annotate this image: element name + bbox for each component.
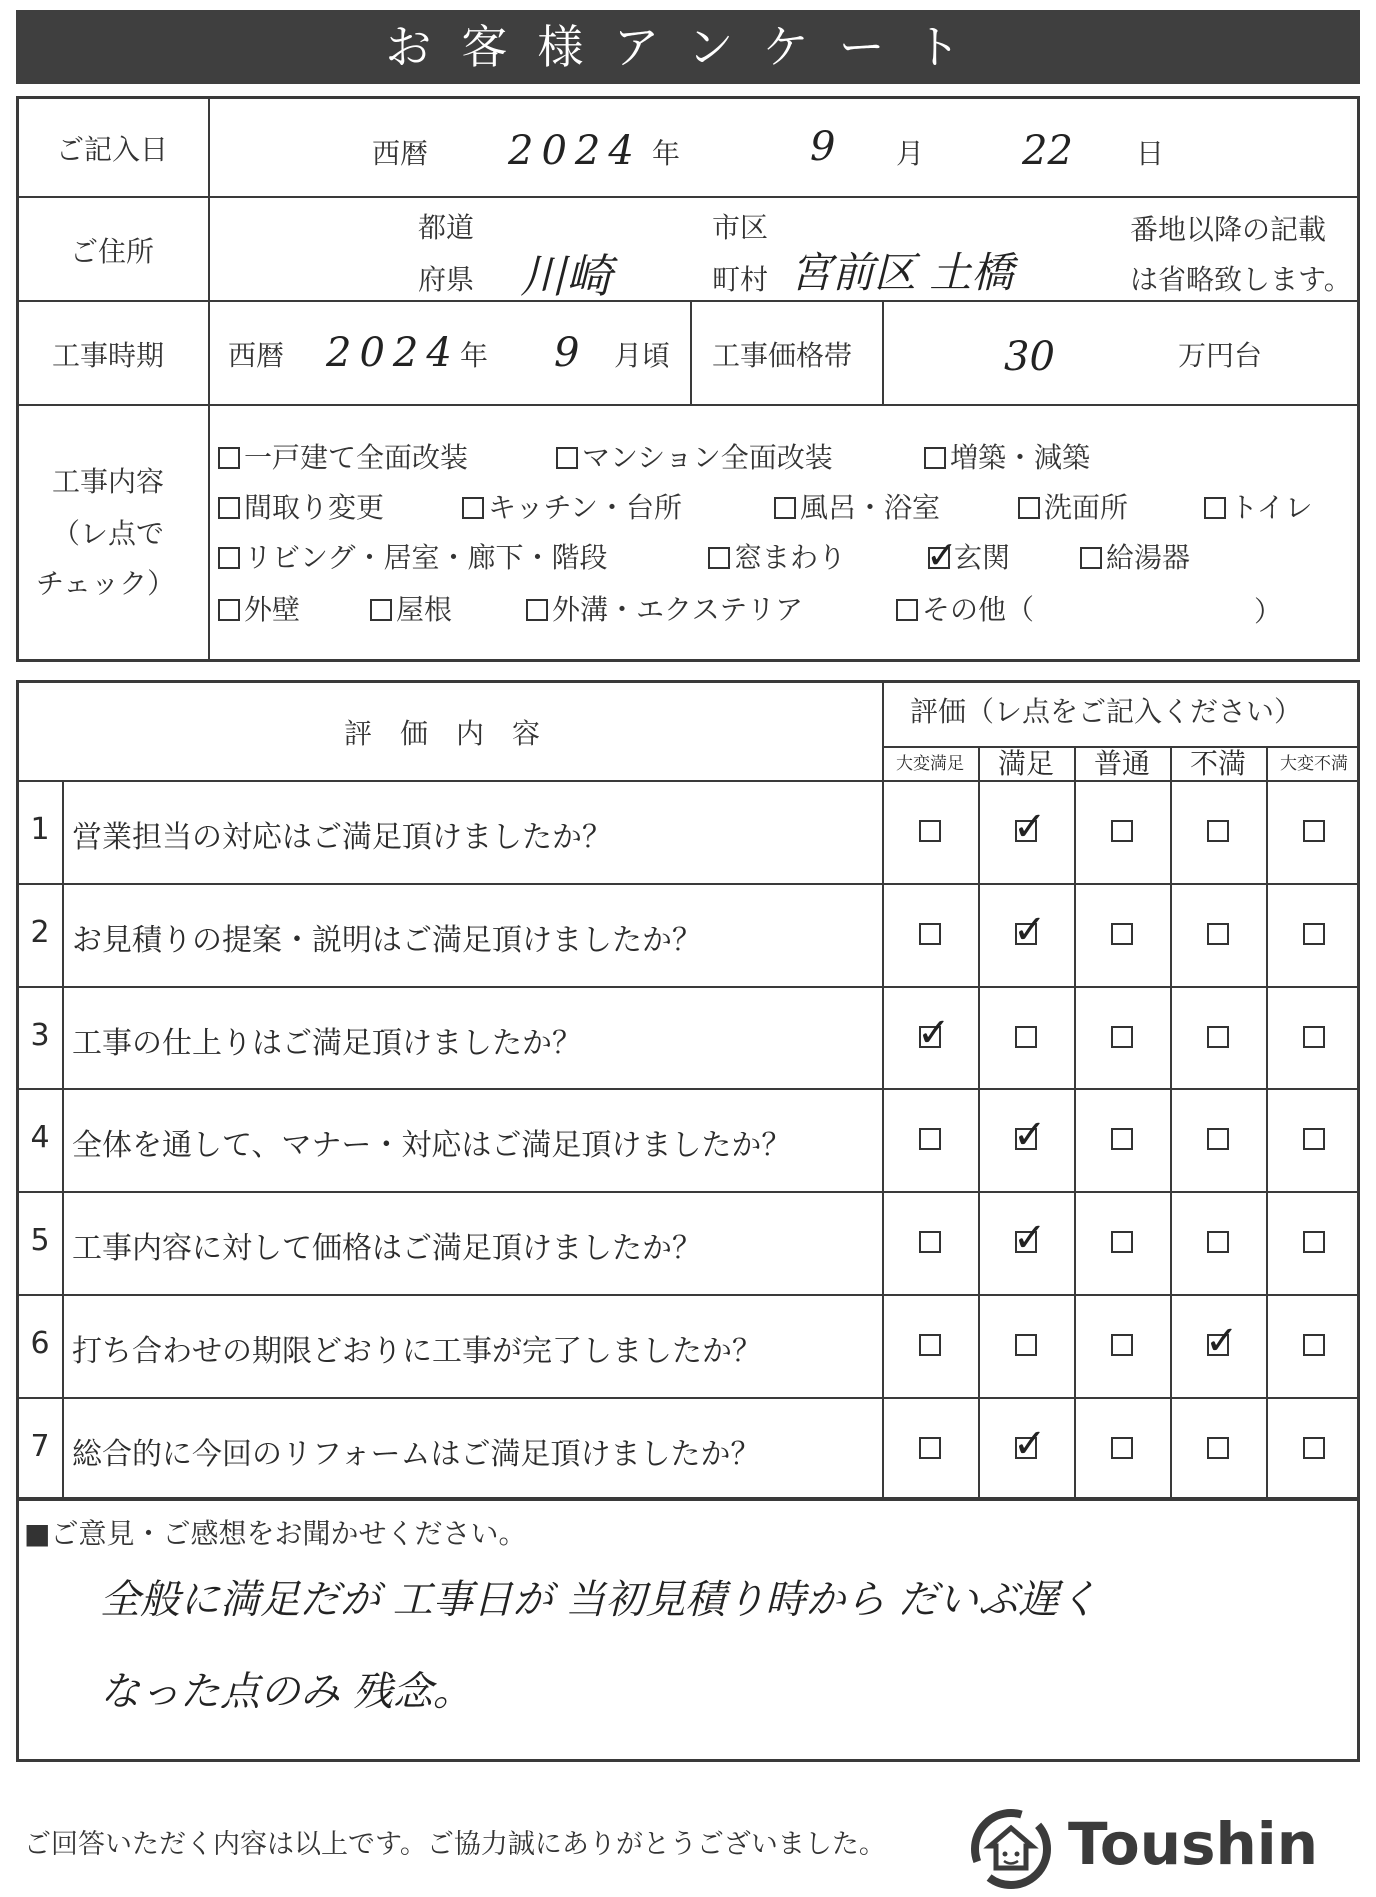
content-option-label: マンション全面改装 — [582, 441, 833, 474]
rating-checkbox[interactable] — [1013, 1112, 1047, 1159]
rating-checkbox[interactable] — [1111, 1128, 1133, 1150]
survey-title: お客様アンケート — [16, 10, 1360, 84]
address-label: ご住所 — [70, 235, 155, 268]
other-close-paren: ） — [1254, 595, 1283, 628]
toushin-logo-icon — [968, 1806, 1054, 1892]
comments-line2[interactable]: なった点のみ 残念。 — [100, 1669, 473, 1715]
content-option-label: 洗面所 — [1044, 491, 1129, 524]
comments-label: ■ご意見・ご感想をお聞かせください。 — [24, 1517, 527, 1550]
rating-checkbox[interactable] — [1303, 1128, 1325, 1150]
rating-checkbox[interactable] — [1111, 1231, 1133, 1253]
content-option-checkbox[interactable] — [924, 447, 946, 469]
check-mark-icon: ✓ — [917, 1009, 951, 1056]
rating-column-header: 大変満足 — [896, 754, 964, 774]
content-option[interactable] — [218, 536, 607, 576]
content-option-label: リビング・居室・廊下・階段 — [244, 541, 608, 574]
content-option[interactable] — [462, 486, 682, 526]
rating-checkbox[interactable] — [1303, 1026, 1325, 1048]
question-number: 6 — [30, 1326, 50, 1361]
address-note-line1: 番地以降の記載 — [1130, 213, 1327, 246]
rating-checkbox[interactable] — [919, 1334, 941, 1356]
content-option-label: 間取り変更 — [244, 491, 385, 524]
rating-checkbox[interactable] — [1207, 1231, 1229, 1253]
content-option-checkbox[interactable] — [218, 447, 240, 469]
period-era: 西暦 — [228, 339, 285, 372]
toushin-logo-text: Toushin — [1068, 1810, 1318, 1878]
question-number: 4 — [30, 1120, 50, 1156]
question-number: 2 — [30, 914, 50, 950]
content-option-checkbox[interactable] — [218, 497, 240, 519]
period-year-value[interactable]: 2024 — [326, 330, 460, 376]
period-year-unit: 年 — [460, 339, 489, 372]
rating-checkbox[interactable] — [919, 923, 941, 945]
content-option[interactable] — [1204, 486, 1313, 526]
content-option[interactable] — [556, 436, 833, 476]
content-option-checkbox[interactable] — [556, 447, 578, 469]
content-option[interactable] — [1080, 536, 1190, 576]
content-option-label: キッチン・台所 — [488, 491, 683, 524]
rating-checkbox[interactable] — [919, 1231, 941, 1253]
content-option[interactable] — [926, 533, 1011, 577]
content-option[interactable] — [896, 588, 1034, 628]
rating-checkbox[interactable] — [1303, 923, 1325, 945]
city-bottom-label: 町村 — [712, 263, 769, 296]
rating-column-header: 満足 — [997, 747, 1054, 780]
rating-checkbox[interactable] — [1015, 1334, 1037, 1356]
question-text: 工事の仕上りはご満足頂けましたか？ — [72, 1025, 582, 1061]
content-option-checkbox[interactable] — [370, 599, 392, 621]
rating-checkbox[interactable] — [1013, 1215, 1047, 1262]
content-option[interactable] — [218, 436, 468, 476]
rating-checkbox[interactable] — [1207, 923, 1229, 945]
rating-checkbox[interactable] — [919, 1128, 941, 1150]
footer-thanks: ご回答いただく内容は以上です。ご協力誠にありがとうございました。 — [24, 1829, 886, 1860]
content-option-checkbox[interactable] — [526, 599, 548, 621]
content-option[interactable] — [924, 436, 1090, 476]
city-value[interactable]: 宮前区 土橋 — [790, 248, 1014, 297]
rating-column-header: 不満 — [1189, 747, 1246, 780]
content-option[interactable] — [1018, 486, 1128, 526]
question-text: 総合的に今回のリフォームはご満足頂けましたか？ — [72, 1436, 761, 1472]
content-option-checkbox[interactable] — [462, 497, 484, 519]
content-label-line3: チェック） — [36, 567, 176, 600]
check-mark-icon: ✓ — [1013, 1112, 1047, 1159]
content-label-line1: 工事内容 — [52, 465, 165, 498]
rating-checkbox[interactable] — [1111, 1026, 1133, 1048]
rating-checkbox[interactable] — [1303, 1231, 1325, 1253]
date-day-unit: 日 — [1136, 137, 1165, 170]
content-option-label: 風呂・浴室 — [800, 491, 941, 524]
rating-column-header: 大変不満 — [1280, 754, 1348, 774]
question-number: 3 — [30, 1017, 50, 1053]
question-number: 1 — [30, 812, 50, 847]
date-month-value[interactable]: 9 — [810, 124, 836, 170]
content-option[interactable] — [708, 536, 846, 576]
rating-checkbox[interactable] — [1111, 1334, 1133, 1356]
content-option-checkbox[interactable] — [1018, 497, 1040, 519]
rating-checkbox[interactable] — [1013, 804, 1047, 850]
price-unit: 万円台 — [1178, 339, 1263, 372]
question-number: 5 — [30, 1223, 50, 1259]
content-option-label: 屋根 — [396, 593, 453, 626]
price-label: 工事価格帯 — [712, 339, 853, 372]
period-month-value[interactable]: 9 — [554, 330, 580, 376]
content-option-checkbox[interactable] — [896, 599, 918, 621]
rating-checkbox[interactable] — [1111, 820, 1133, 842]
info-section — [16, 96, 1360, 662]
rating-checkbox[interactable] — [1013, 1420, 1047, 1467]
comments-line1[interactable]: 全般に満足だが 工事日が 当初見積り時から だいぶ遅く — [100, 1577, 1099, 1623]
rating-checkbox[interactable] — [1111, 923, 1133, 945]
rating-checkbox[interactable] — [1303, 820, 1325, 842]
rating-checkbox[interactable] — [1207, 1437, 1229, 1459]
check-mark-icon: ✓ — [1205, 1318, 1239, 1364]
question-text: 工事内容に対して価格はご満足頂けましたか？ — [72, 1231, 702, 1267]
rating-header: 評価（レ点をご記入ください） — [910, 695, 1303, 728]
content-option-checkbox[interactable] — [1204, 497, 1226, 519]
period-label: 工事時期 — [52, 339, 165, 372]
date-label: ご記入日 — [56, 133, 169, 166]
content-option[interactable] — [218, 486, 384, 526]
rating-checkbox[interactable] — [919, 820, 941, 842]
content-option-checkbox[interactable] — [218, 547, 240, 569]
rating-checkbox[interactable] — [1205, 1318, 1239, 1364]
price-value[interactable]: 30 — [1004, 334, 1055, 380]
question-number: 7 — [30, 1428, 50, 1464]
content-option-label: その他（ — [922, 593, 1035, 626]
date-year-unit: 年 — [652, 137, 681, 170]
address-note-line2: は省略致します。 — [1130, 263, 1352, 296]
rating-checkbox[interactable] — [1207, 1026, 1229, 1048]
question-text: 全体を通して、マナー・対応はご満足頂けましたか？ — [72, 1128, 792, 1164]
content-option-checkbox[interactable] — [218, 599, 240, 621]
question-text: 営業担当の対応はご満足頂けましたか？ — [72, 820, 612, 855]
content-option-label: 一戸建て全面改装 — [244, 441, 469, 474]
content-label-line2: （レ点で — [52, 517, 165, 550]
rating-checkbox[interactable] — [917, 1009, 951, 1056]
content-option[interactable] — [526, 588, 803, 628]
date-month-unit: 月 — [896, 137, 925, 170]
content-option-label: 増築・減築 — [950, 441, 1091, 474]
question-text: 打ち合わせの期限どおりに工事が完了しましたか？ — [72, 1334, 762, 1369]
rating-checkbox[interactable] — [1303, 1437, 1325, 1459]
question-text: お見積りの提案・説明はご満足頂けましたか？ — [72, 922, 702, 958]
check-mark-icon: ✓ — [1013, 1420, 1047, 1467]
prefecture-value[interactable]: 川崎 — [520, 249, 612, 303]
content-option-checkbox[interactable] — [774, 497, 796, 519]
rating-checkbox[interactable] — [1303, 1334, 1325, 1356]
check-mark-icon: ✓ — [1013, 906, 1047, 953]
rating-checkbox[interactable] — [1207, 1128, 1229, 1150]
city-top-label: 市区 — [712, 211, 769, 244]
pref-top-label: 都道 — [418, 211, 475, 244]
content-option[interactable] — [218, 588, 300, 628]
check-mark-icon: ✓ — [926, 533, 958, 577]
pref-bottom-label: 府県 — [418, 263, 475, 296]
content-option-checkbox[interactable] — [1080, 547, 1102, 569]
check-mark-icon: ✓ — [1013, 804, 1047, 850]
content-option-label: 外溝・エクステリア — [552, 593, 804, 626]
content-option-label: 外壁 — [244, 593, 301, 626]
content-option-label: 窓まわり — [734, 541, 847, 574]
rating-checkbox[interactable] — [1013, 906, 1047, 953]
period-month-unit: 月頃 — [614, 339, 671, 372]
content-option-checkbox[interactable] — [926, 533, 958, 577]
rating-checkbox[interactable] — [1207, 820, 1229, 842]
content-option-label: 玄関 — [954, 541, 1011, 574]
date-day-value[interactable]: 22 — [1022, 128, 1073, 174]
evaluation-header: 評 価 内 容 — [344, 717, 541, 750]
content-option[interactable] — [370, 588, 452, 628]
content-option-label: トイレ — [1230, 491, 1313, 524]
content-option[interactable] — [774, 486, 940, 526]
rating-checkbox[interactable] — [1111, 1437, 1133, 1459]
content-option-checkbox[interactable] — [708, 547, 730, 569]
rating-checkbox[interactable] — [1015, 1026, 1037, 1048]
check-mark-icon: ✓ — [1013, 1215, 1047, 1262]
date-era: 西暦 — [372, 137, 429, 170]
rating-checkbox[interactable] — [919, 1437, 941, 1459]
rating-column-header: 普通 — [1093, 747, 1150, 780]
date-year-value[interactable]: 2024 — [508, 128, 642, 174]
content-option-label: 給湯器 — [1106, 541, 1191, 574]
